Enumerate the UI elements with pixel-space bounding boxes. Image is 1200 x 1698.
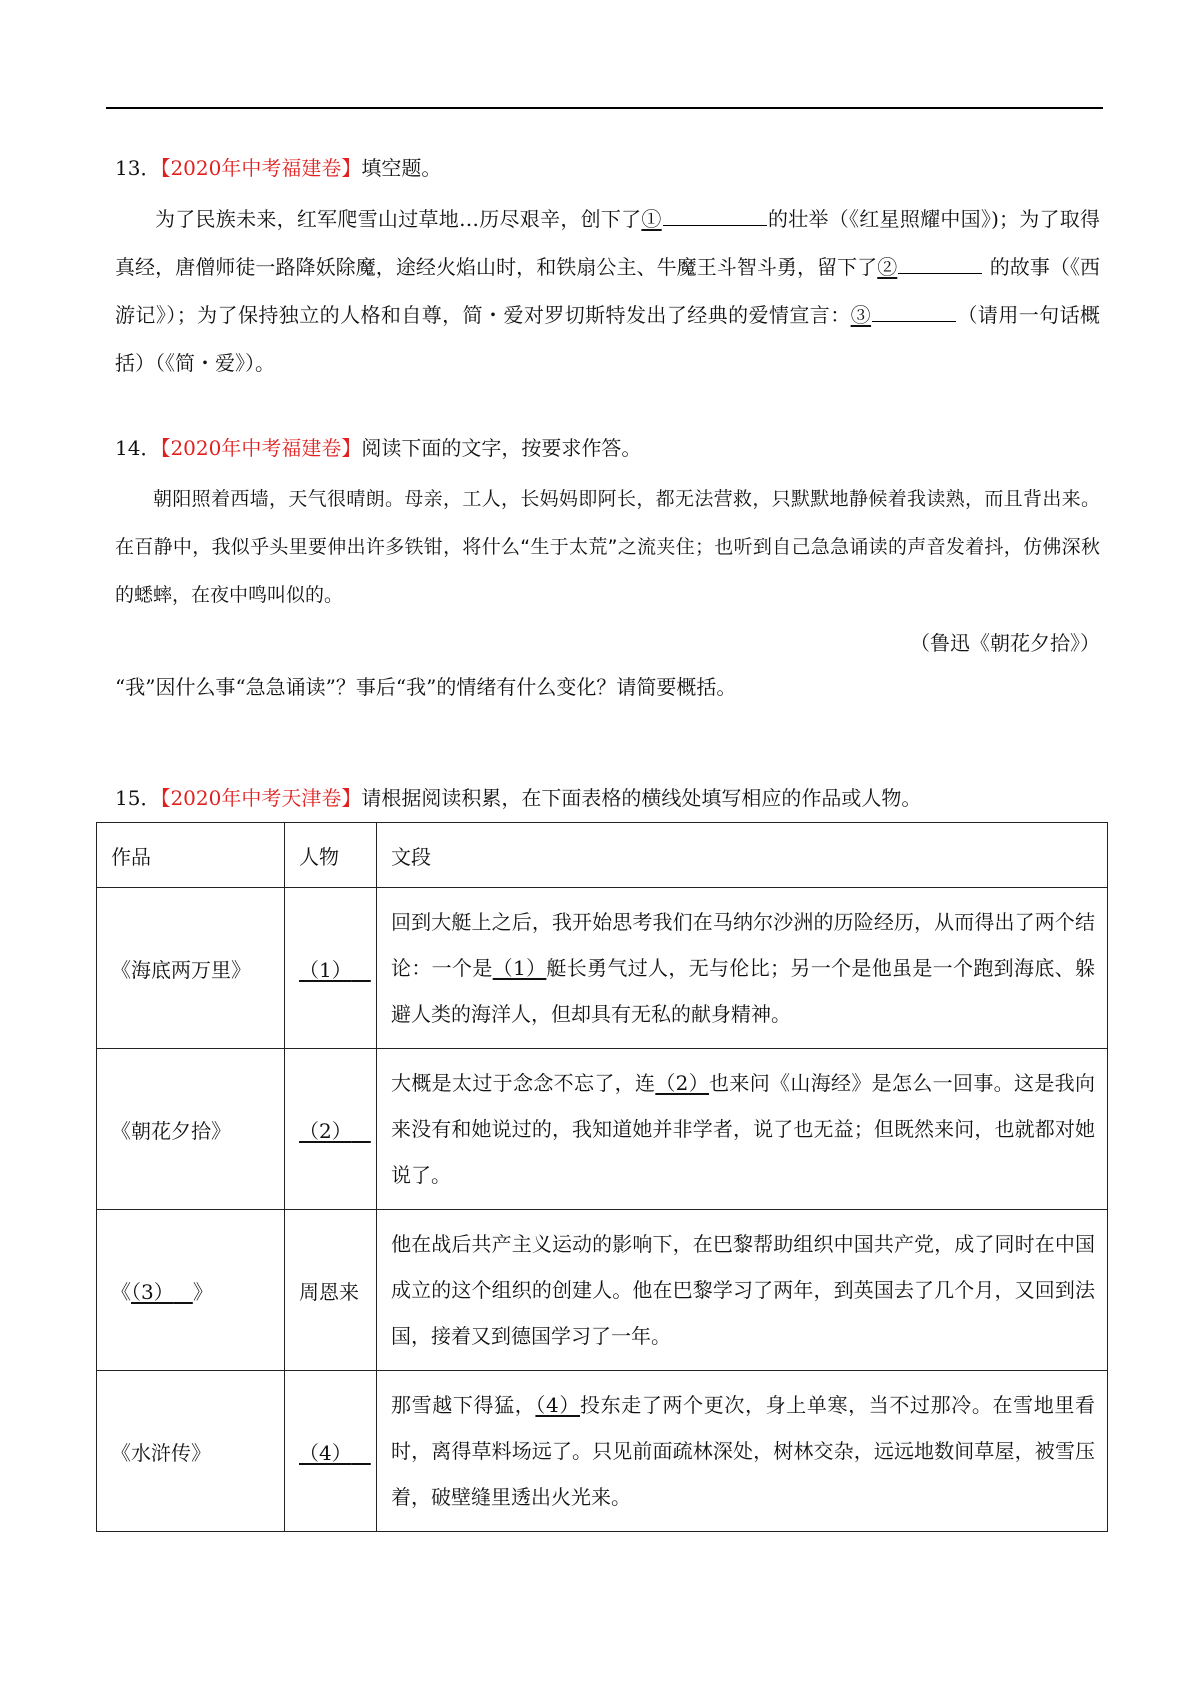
question-prompt: 请根据阅读积累，在下面表格的横线处填写相应的作品或人物。: [361, 786, 922, 810]
passage-attribution: （鲁迅《朝花夕拾》）: [910, 631, 1100, 655]
passage-cell: 那雪越下得猛，（4）投东走了两个更次，身上单寒，当不过那冷。在雪地里看时，离得草料场远了。只见前面疏林深处，树林交杂，远远地数间草屋，被雪压着，破壁缝里透出火光来。: [377, 1371, 1108, 1532]
question-number: 13．: [115, 156, 161, 180]
table-row: [97, 1210, 1108, 1371]
table-header-row: [97, 823, 1108, 888]
work-blank[interactable]: （3）: [131, 1279, 174, 1304]
passage-cell: 回到大艇上之后，我开始思考我们在马纳尔沙洲的历险经历，从而得出了两个结论：一个是（1）艇长勇气过人，无与伦比；另一个是他虽是一个跑到海底、躲避人类的海洋人，但却具有无私的献身精神。: [377, 888, 1108, 1049]
blank-label: ②: [877, 255, 898, 279]
header-rule: [106, 107, 1103, 109]
work-cell: 《朝花夕拾》: [97, 1049, 285, 1210]
column-header: 文段: [377, 823, 1108, 888]
blank-label: ③: [850, 303, 872, 327]
literature-table: [96, 822, 1108, 1532]
question-source: 【2020年中考天津卷】: [160, 786, 362, 810]
answer-blank-2[interactable]: [898, 253, 982, 274]
person-blank[interactable]: （1）: [299, 957, 352, 982]
question-number: 14．: [115, 436, 161, 460]
person-blank[interactable]: （2）: [299, 1118, 352, 1143]
work-cell: 《海底两万里》: [97, 888, 285, 1049]
question-prompt: 阅读下面的文字，按要求作答。: [361, 436, 642, 460]
column-header: 人物: [285, 823, 377, 888]
table-row: [97, 1049, 1108, 1210]
question-source: 【2020年中考福建卷】: [160, 156, 362, 180]
person-cell[interactable]: [285, 888, 377, 1049]
person-cell: 周恩来: [285, 1210, 377, 1371]
question-15-title: [115, 778, 1100, 819]
question-15: [115, 778, 1100, 819]
work-cell[interactable]: 《（3） 》: [97, 1210, 285, 1371]
passage-cell: 大概是太过于念念不忘了，连（2）也来问《山海经》是怎么一回事。这是我向来没有和她说过的，我知道她并非学者，说了也无益；但既然来问，也就都对她说了。: [377, 1049, 1108, 1210]
table-row: [97, 1371, 1108, 1532]
work-cell: 《水浒传》: [97, 1371, 285, 1532]
question-14: [115, 428, 1100, 707]
blank-label: ①: [641, 207, 662, 231]
person-cell[interactable]: [285, 1049, 377, 1210]
question-source: 【2020年中考福建卷】: [160, 436, 362, 460]
column-header: 作品: [97, 823, 285, 888]
person-cell[interactable]: [285, 1371, 377, 1532]
question-number: 15．: [115, 786, 161, 810]
question-13-body: 为了民族未来，红军爬雪山过草地…历尽艰辛，创下了① 的壮举（《红星照耀中国》)；为了取得真经，唐僧师徒一路降妖除魔，途经火焰山时，和铁扇公主、牛魔王斗智斗勇，留下了② 的故事（《西游记》）；为了保持独立的人格和自尊，简・爱对罗切斯特发出了经典的爱情宣言：③ （请用一句话概括）（《简・爱》）。: [115, 207, 1101, 375]
question-13-title: [115, 148, 1100, 189]
question-text: “我”因什么事“急急诵读”？事后“我”的情绪有什么变化？请简要概括。: [115, 675, 737, 699]
answer-blank-3[interactable]: [872, 301, 956, 322]
table-row: [97, 888, 1108, 1049]
passage: 朝阳照着西墙，天气很晴朗。母亲，工人，长妈妈即阿长，都无法营救，只默默地静候着我读熟，而且背出来。在百静中，我似乎头里要伸出许多铁钳，将什么“生于太荒”之流夹住；也听到自己急急诵读的声音发着抖，仿佛深秋的蟋蟀，在夜中鸣叫似的。: [115, 488, 1100, 606]
answer-blank-1[interactable]: [663, 205, 767, 226]
question-prompt: 填空题。: [361, 156, 442, 180]
person-blank[interactable]: （4）: [299, 1440, 352, 1465]
passage-cell: 他在战后共产主义运动的影响下，在巴黎帮助组织中国共产党，成了同时在中国成立的这个组织的创建人。他在巴黎学习了两年，到英国去了几个月，又回到法国，接着又到德国学习了一年。: [377, 1210, 1108, 1371]
question-14-title: [115, 428, 1100, 469]
question-13: [115, 148, 1100, 387]
